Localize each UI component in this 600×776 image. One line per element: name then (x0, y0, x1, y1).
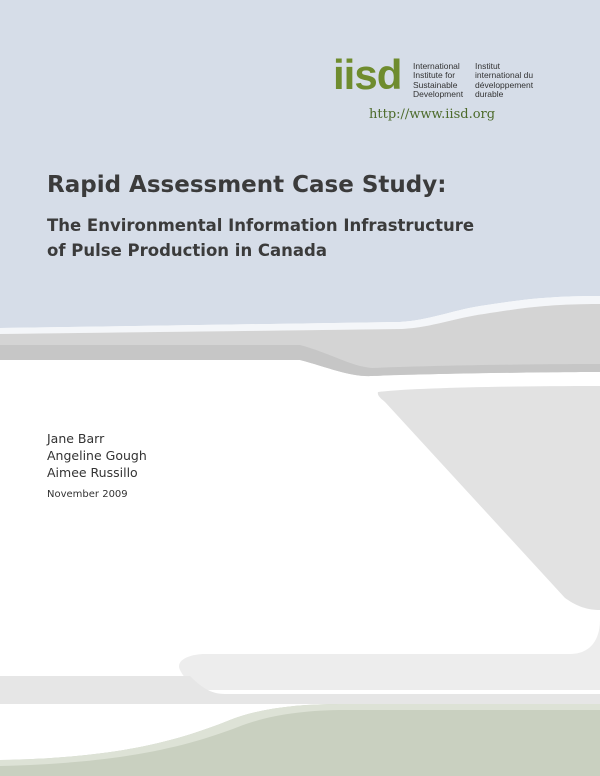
logo-french-line: développement (475, 79, 534, 90)
author-name: Jane Barr (47, 431, 105, 446)
author-name: Angeline Gough (47, 448, 147, 463)
publication-date: November 2009 (47, 489, 128, 500)
subtitle-line: of Pulse Production in Canada (47, 241, 328, 260)
report-title: Rapid Assessment Case Study: (47, 172, 447, 198)
iisd-logo[interactable] (333, 51, 548, 104)
author-name: Aimee Russillo (47, 465, 138, 480)
author-list (47, 430, 147, 481)
report-subtitle (47, 213, 474, 263)
iisd-wordmark: iisd (333, 51, 402, 98)
logo-french-line: Institut (475, 61, 501, 71)
right-grey-fold (378, 386, 600, 610)
subtitle-line: The Environmental Information Infrastructure (47, 216, 475, 235)
logo-french-line: durable (475, 88, 504, 99)
logo-french-line: international du (475, 70, 534, 81)
header-blue-panel (0, 0, 600, 328)
footer-green-panel (0, 704, 600, 776)
logo-french-name (475, 62, 533, 99)
logo-english-line: Development (413, 88, 464, 99)
logo-english-line: International (413, 61, 460, 71)
website-link[interactable]: http://www.iisd.org (369, 107, 496, 122)
logo-english-line: Institute for (413, 70, 456, 81)
logo-english-name (413, 62, 463, 99)
logo-english-line: Sustainable (413, 79, 458, 90)
